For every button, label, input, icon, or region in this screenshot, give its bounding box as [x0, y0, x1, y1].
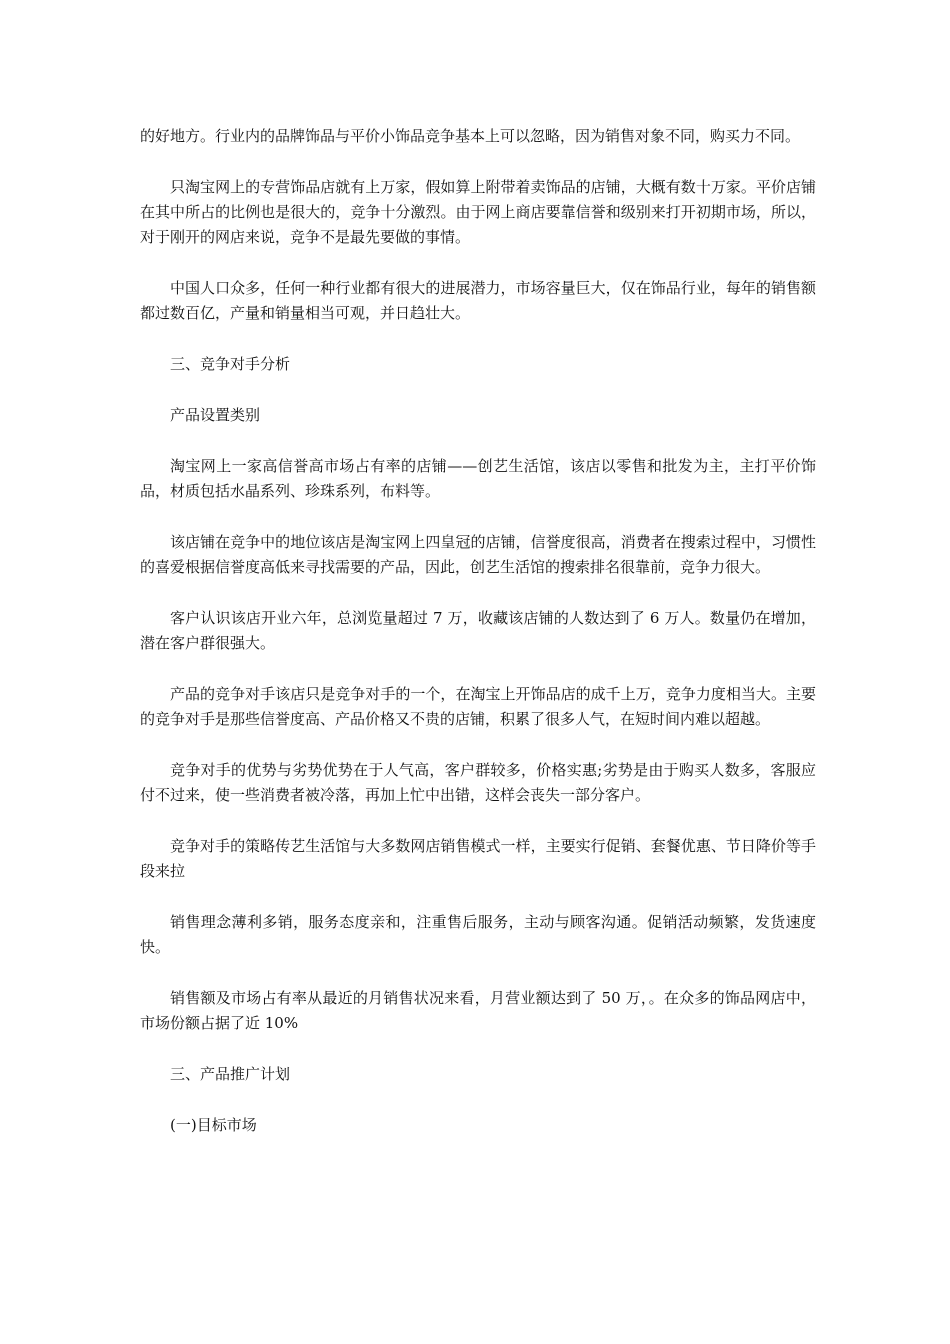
paragraph-product-competitors: 产品的竞争对手该店只是竞争对手的一个，在淘宝上开饰品店的成千上万，竞争力度相当大。主要的竞争对手是那些信誉度高、产品价格又不贵的店铺，积累了很多人气，在短时间内难以超越。: [140, 685, 816, 728]
paragraph-taobao-shops: 只淘宝网上的专营饰品店就有上万家，假如算上附带着卖饰品的店铺，大概有数十万家。平价店铺在其中所占的比例也是很大的，竞争十分激烈。由于网上商店要靠信誉和级别来打开初期市场，所以，对于刚开的网店来说，竞争不是最先要做的事情。: [140, 178, 816, 246]
paragraph-competitor-position: 该店铺在竞争中的地位该店是淘宝网上四皇冠的店铺，信誉度很高，消费者在搜索过程中，习惯性的喜爱根据信誉度高低来寻找需要的产品，因此，创艺生活馆的搜索排名很靠前，竞争力很大。: [140, 533, 816, 576]
paragraph-sales-philosophy: 销售理念薄利多销，服务态度亲和，注重售后服务，主动与顾客沟通。促销活动频繁，发货速度快。: [140, 913, 816, 956]
paragraph-customer-recognition: 客户认识该店开业六年，总浏览量超过 7 万，收藏该店铺的人数达到了 6 万人。数量仍在增加，潜在客户群很强大。: [140, 609, 816, 652]
paragraph-sales-market-share: 销售额及市场占有率从最近的月销售状况来看，月营业额达到了 50 万，。在众多的饰品网店中，市场份额占据了近 10%: [140, 989, 816, 1032]
paragraph-competitor-strategy: 竞争对手的策略传艺生活馆与大多数网店销售模式一样，主要实行促销、套餐优惠、节日降价等手段来拉: [140, 837, 816, 880]
document-page: [140, 124, 816, 1164]
paragraph-strengths-weaknesses: 竞争对手的优势与劣势优势在于人气高，客户群较多，价格实惠;劣势是由于购买人数多，客服应付不过来，使一些消费者被冷落，再加上忙中出错，这样会丧失一部分客户。: [140, 761, 816, 804]
subheading-product-categories: 产品设置类别: [170, 406, 261, 424]
subheading-target-market: (一)目标市场: [170, 1116, 257, 1134]
section-heading-promotion-plan: 三、产品推广计划: [170, 1065, 291, 1083]
paragraph-market-capacity: 中国人口众多，任何一种行业都有很大的进展潜力，市场容量巨大，仅在饰品行业，每年的销售额都过数百亿，产量和销量相当可观，并日趋壮大。: [140, 279, 816, 322]
paragraph-competitor-store: 淘宝网上一家高信誉高市场占有率的店铺——创艺生活馆，该店以零售和批发为主，主打平价饰品，材质包括水晶系列、珍珠系列，布料等。: [140, 457, 816, 500]
paragraph-intro-continuation: 的好地方。行业内的品牌饰品与平价小饰品竞争基本上可以忽略，因为销售对象不同，购买力不同。: [140, 127, 801, 145]
section-heading-competitor-analysis: 三、竞争对手分析: [170, 355, 291, 373]
